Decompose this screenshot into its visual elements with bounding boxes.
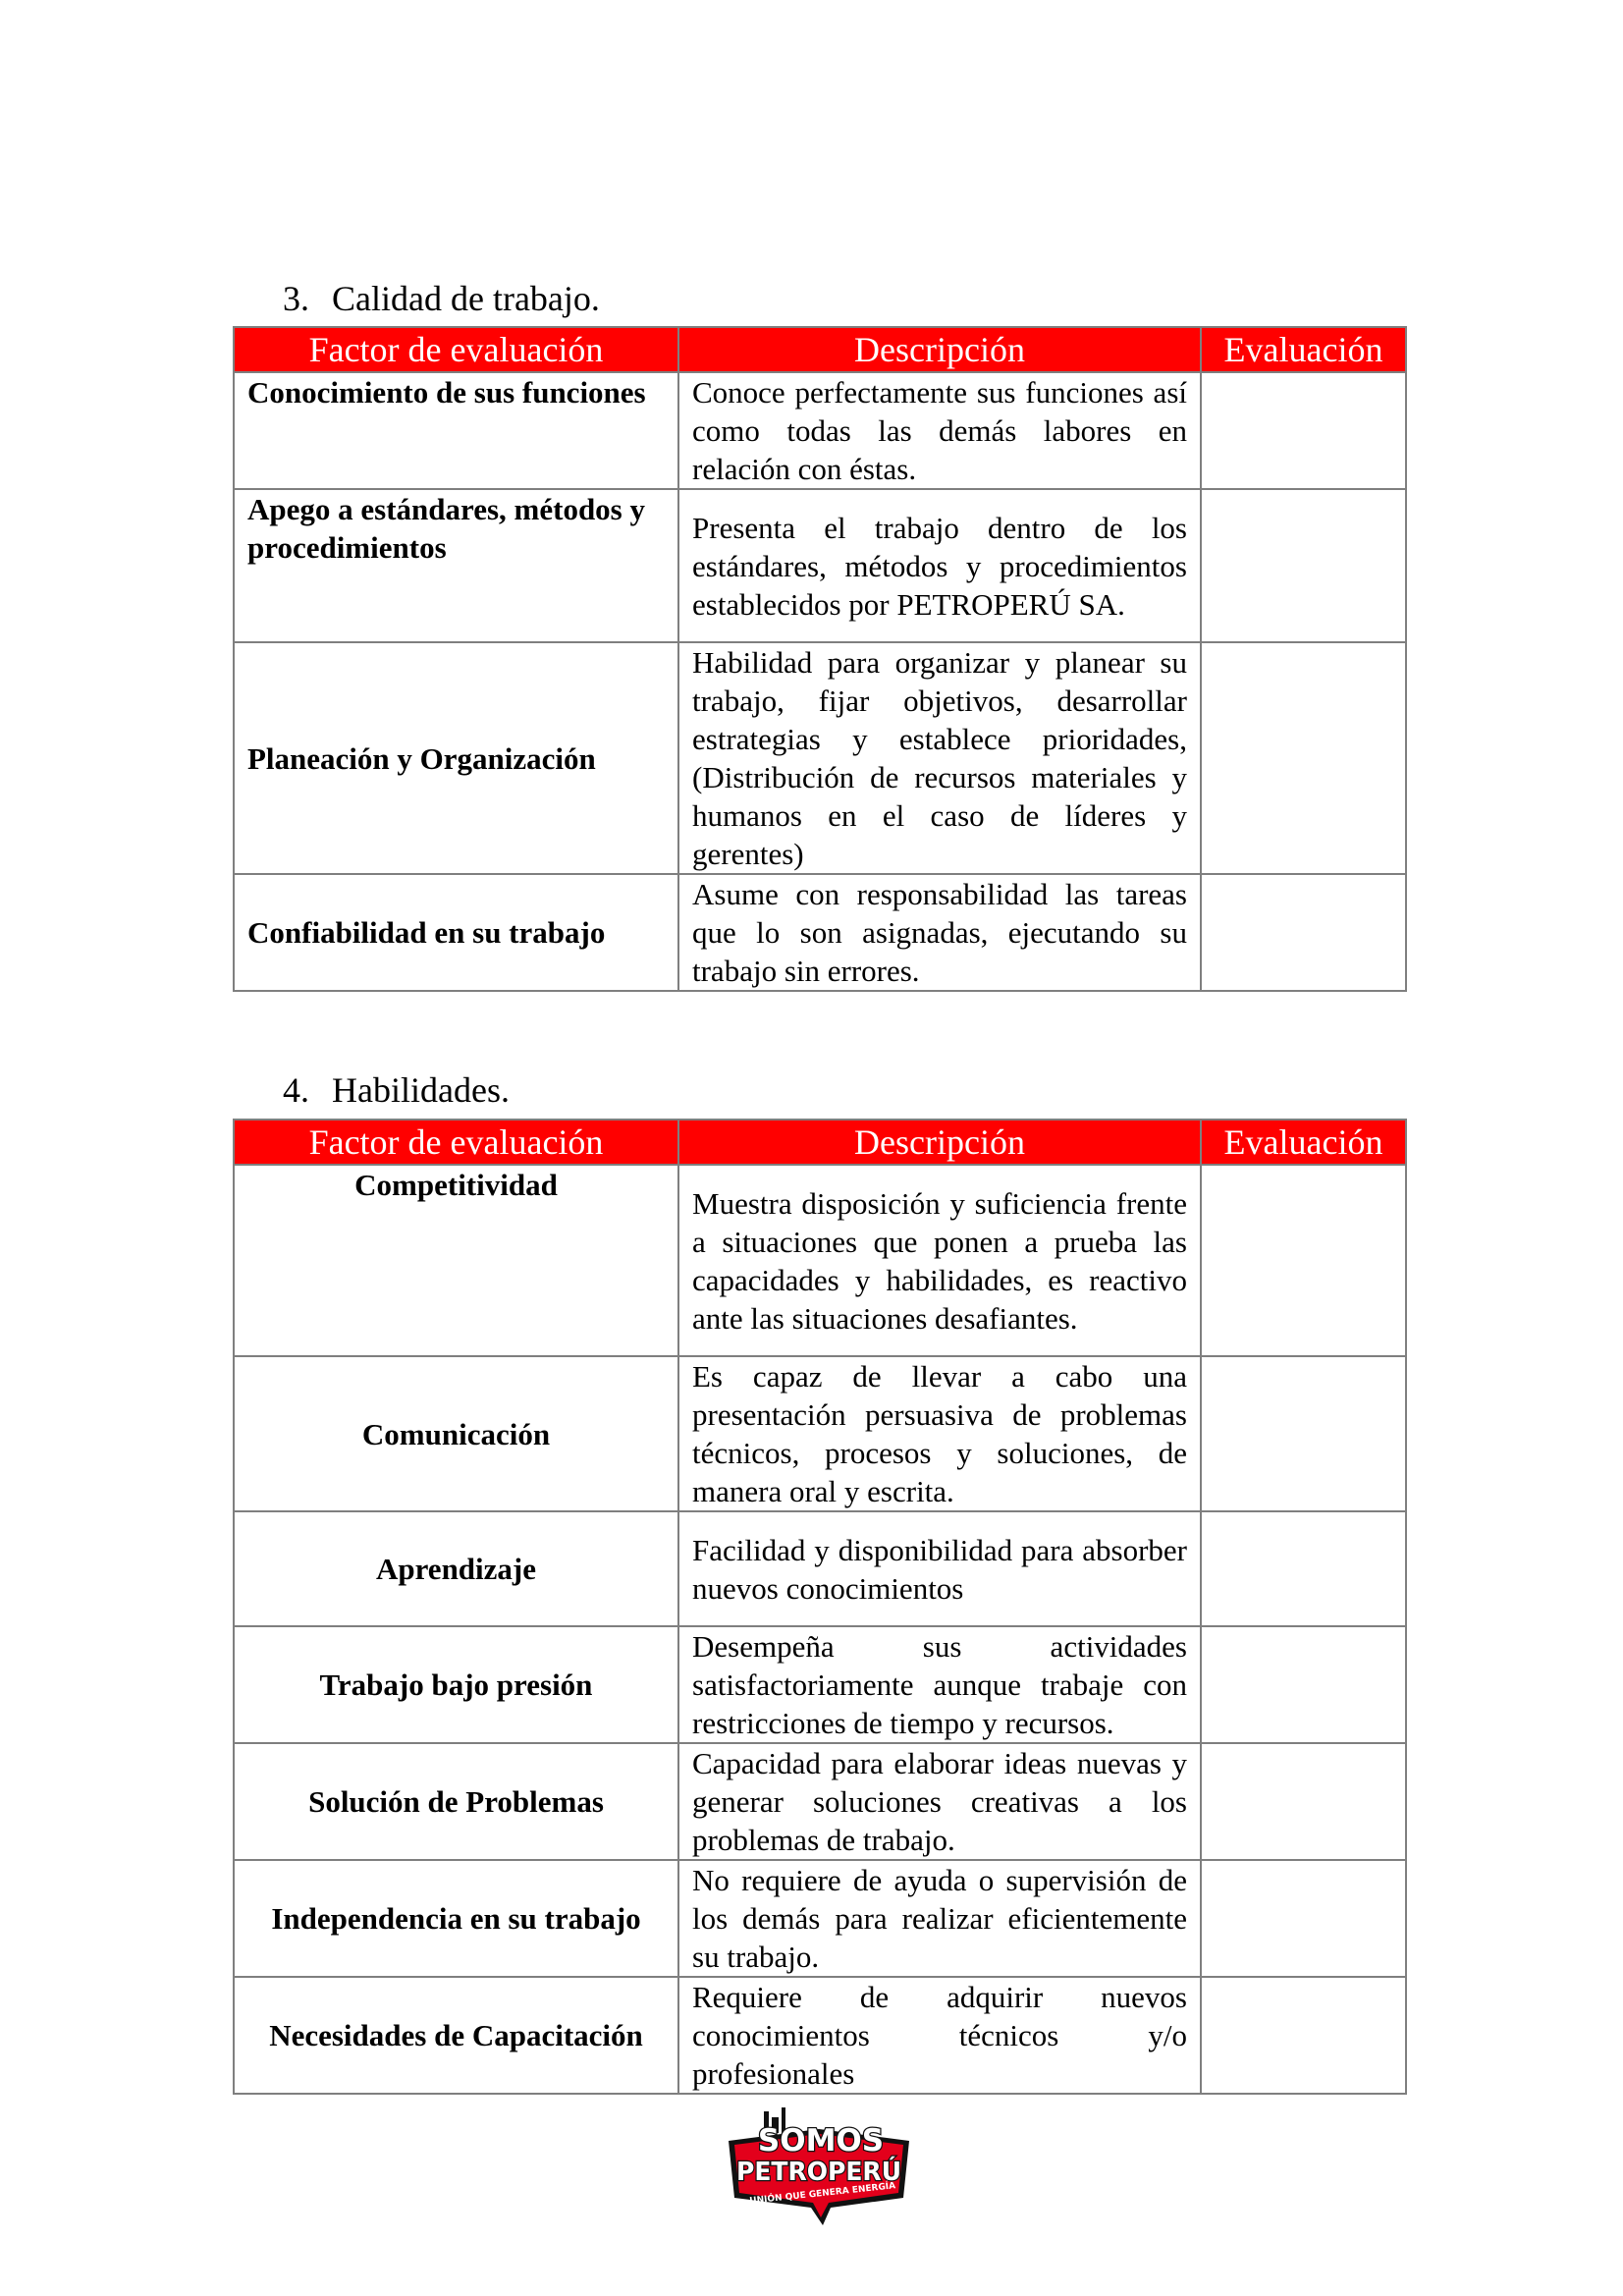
header-evaluacion: Evaluación	[1201, 1120, 1406, 1165]
section-3-title	[283, 279, 600, 318]
section-number: 3.	[283, 279, 309, 318]
evaluation-cell[interactable]	[1201, 1165, 1406, 1356]
table-row	[234, 489, 1406, 642]
section-4-title	[283, 1070, 510, 1110]
header-descripcion: Descripción	[678, 327, 1201, 372]
description-cell: Es capaz de llevar a cabo una presentación persuasiva de problemas técnicos, procesos y soluciones, de manera oral y escrita.	[678, 1356, 1201, 1511]
table-row	[234, 642, 1406, 874]
table-row	[234, 1165, 1406, 1356]
table-row	[234, 1356, 1406, 1511]
table-row	[234, 1977, 1406, 2094]
header-descripcion: Descripción	[678, 1120, 1201, 1165]
evaluation-cell[interactable]	[1201, 1626, 1406, 1743]
description-cell: Desempeña sus actividades satisfactoriamente aunque trabaje con restricciones de tiempo y recursos.	[678, 1626, 1201, 1743]
header-evaluacion: Evaluación	[1201, 327, 1406, 372]
evaluation-cell[interactable]	[1201, 1743, 1406, 1860]
description-cell: Conoce perfectamente sus funciones así como todas las demás labores en relación con éstas.	[678, 372, 1201, 489]
logo-line1: SOMOS	[757, 2123, 885, 2159]
description-cell: Habilidad para organizar y planear su trabajo, fijar objetivos, desarrollar estrategias y establece prioridades, (Distribución de recursos materiales y humanos en el caso de líderes y gerentes)	[678, 642, 1201, 874]
description-cell: Requiere de adquirir nuevos conocimientos técnicos y/o profesionales	[678, 1977, 1201, 2094]
factor-cell: Trabajo bajo presión	[234, 1626, 678, 1743]
table-row	[234, 372, 1406, 489]
factor-cell: Solución de Problemas	[234, 1743, 678, 1860]
description-cell: Asume con responsabilidad las tareas que lo son asignadas, ejecutando su trabajo sin errores.	[678, 874, 1201, 991]
header-factor: Factor de evaluación	[234, 1120, 678, 1165]
table-header-row	[234, 1120, 1406, 1165]
factor-cell: Conocimiento de sus funciones	[234, 372, 678, 489]
habilidades-table	[233, 1119, 1407, 2095]
factor-cell: Planeación y Organización	[234, 642, 678, 874]
logo-tagline: UNIÓN QUE GENERA ENERGÍA	[748, 2181, 896, 2207]
section-title-text: Habilidades.	[332, 1070, 510, 1110]
factor-cell: Competitividad	[234, 1165, 678, 1356]
factor-cell: Apego a estándares, métodos y procedimientos	[234, 489, 678, 642]
table-row	[234, 1743, 1406, 1860]
table-row	[234, 874, 1406, 991]
description-cell: No requiere de ayuda o supervisión de los demás para realizar eficientemente su trabajo.	[678, 1860, 1201, 1977]
table-row	[234, 1860, 1406, 1977]
evaluation-cell[interactable]	[1201, 642, 1406, 874]
table-header-row	[234, 327, 1406, 372]
evaluation-cell[interactable]	[1201, 489, 1406, 642]
evaluation-cell[interactable]	[1201, 1356, 1406, 1511]
header-factor: Factor de evaluación	[234, 327, 678, 372]
evaluation-cell[interactable]	[1201, 1511, 1406, 1626]
evaluation-cell[interactable]	[1201, 874, 1406, 991]
table-row	[234, 1626, 1406, 1743]
calidad-trabajo-table	[233, 326, 1407, 992]
description-cell: Facilidad y disponibilidad para absorber nuevos conocimientos	[678, 1511, 1201, 1626]
section-title-text: Calidad de trabajo.	[332, 279, 600, 318]
section-number: 4.	[283, 1070, 309, 1110]
evaluation-cell[interactable]	[1201, 1977, 1406, 2094]
factor-cell: Aprendizaje	[234, 1511, 678, 1626]
evaluation-cell[interactable]	[1201, 372, 1406, 489]
factor-cell: Comunicación	[234, 1356, 678, 1511]
table-row	[234, 1511, 1406, 1626]
description-cell: Capacidad para elaborar ideas nuevas y generar soluciones creativas a los problemas de trabajo.	[678, 1743, 1201, 1860]
description-cell: Muestra disposición y suficiencia frente a situaciones que ponen a prueba las capacidades y habilidades, es reactivo ante las situaciones desafiantes.	[678, 1165, 1201, 1356]
description-cell: Presenta el trabajo dentro de los estándares, métodos y procedimientos establecidos por PETROPERÚ SA.	[678, 489, 1201, 642]
somos-petroperu-logo	[721, 2102, 917, 2229]
factor-cell: Independencia en su trabajo	[234, 1860, 678, 1977]
logo-line2: PETROPERÚ	[736, 2158, 908, 2187]
factor-cell: Confiabilidad en su trabajo	[234, 874, 678, 991]
factor-cell: Necesidades de Capacitación	[234, 1977, 678, 2094]
evaluation-cell[interactable]	[1201, 1860, 1406, 1977]
